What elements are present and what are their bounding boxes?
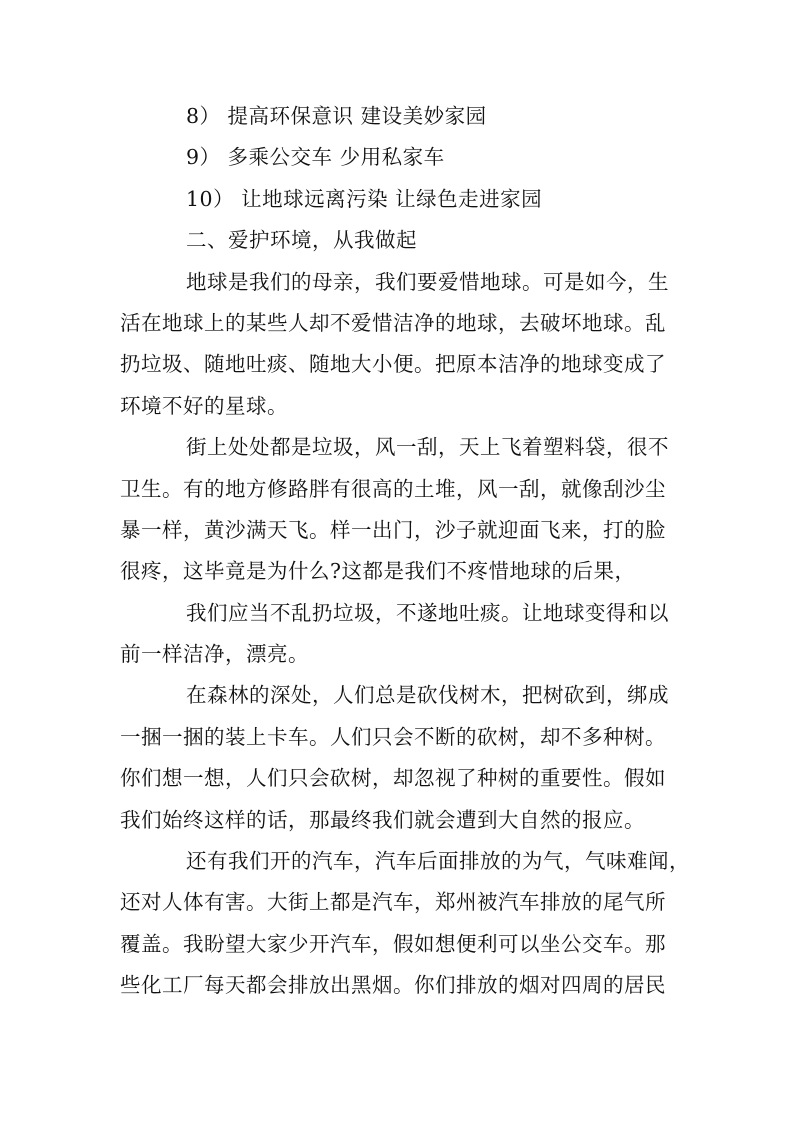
paragraph-line: 卫生。有的地方修路胖有很高的土堆，风一刮，就像刮沙尘 xyxy=(120,476,666,501)
paragraph-line: 街上处处都是垃圾，风一刮，天上飞着塑料袋，很不 xyxy=(186,435,669,460)
paragraph-forest xyxy=(120,675,680,841)
document-body xyxy=(120,96,690,1007)
paragraph-line: 覆盖。我盼望大家少开汽车，假如想便利可以坐公交车。那 xyxy=(120,931,666,956)
paragraph-line: 扔垃圾、随地吐痰、随地大小便。把原本洁净的地球变成了 xyxy=(120,352,666,377)
paragraph-line: 一捆一捆的装上卡车。人们只会不断的砍树，却不多种树。 xyxy=(120,724,666,749)
paragraph-line: 你们想一想，人们只会砍树，却忽视了种树的重要性。假如 xyxy=(120,766,666,791)
paragraph-line: 些化工厂每天都会排放出黑烟。你们排放的烟对四周的居民 xyxy=(120,973,666,998)
paragraph-line: 在森林的深处，人们总是砍伐树木，把树砍到，绑成 xyxy=(186,683,669,708)
paragraph-street-garbage xyxy=(120,427,680,593)
paragraph-line: 还对人体有害。大街上都是汽车，郑州被汽车排放的尾气所 xyxy=(120,890,666,915)
paragraph-cars-exhaust xyxy=(120,841,690,1007)
paragraph-line: 我们应当不乱扔垃圾，不遂地吐痰。让地球变得和以 xyxy=(186,600,669,625)
paragraph-line: 还有我们开的汽车，汽车后面排放的为气，气味难闻， xyxy=(186,849,690,874)
paragraph-line: 前一样洁净，漂亮。 xyxy=(120,642,309,667)
paragraph-earth-mother xyxy=(120,262,680,428)
paragraph-line: 我们始终这样的话，那最终我们就会遭到大自然的报应。 xyxy=(120,807,645,832)
paragraph-line: 地球是我们的母亲，我们要爱惜地球。可是如今，生 xyxy=(186,269,669,294)
paragraph-line: 很疼，这毕竟是为什么?这都是我们不疼惜地球的后果， xyxy=(120,559,636,584)
paragraph-should-not-litter xyxy=(120,593,680,676)
paragraph-line: 环境不好的星球。 xyxy=(120,393,288,418)
list-item-10: 10） 让地球远离污染 让绿色走进家园 xyxy=(186,186,543,211)
section-heading: 二、爱护环境，从我做起 xyxy=(186,228,417,253)
paragraph-line: 活在地球上的某些人却不爱惜洁净的地球，去破坏地球。乱 xyxy=(120,310,666,335)
paragraph-line: 暴一样，黄沙满天飞。样一出门，沙子就迎面飞来，打的脸 xyxy=(120,517,666,542)
list-item-9: 9） 多乘公交车 少用私家车 xyxy=(186,145,445,170)
list-item-8: 8） 提高环保意识 建设美妙家园 xyxy=(186,104,487,128)
